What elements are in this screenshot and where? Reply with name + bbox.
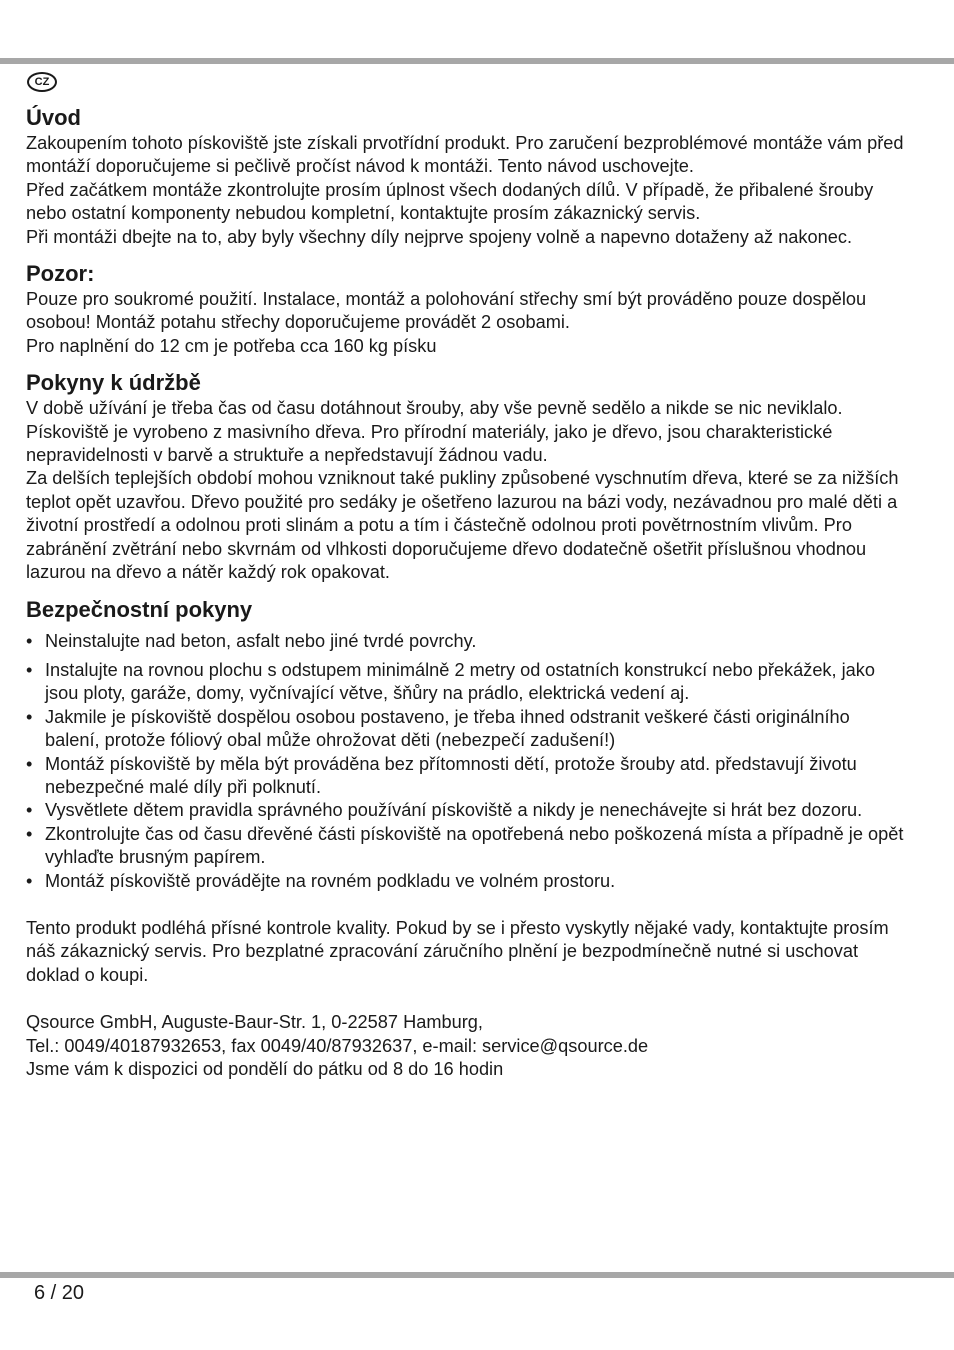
safety-item: • Montáž pískoviště by měla být prováděna bez přítomnosti dětí, protože šrouby atd. představují životu nebezpečné malé díly při polknutí. xyxy=(26,753,906,800)
page-number: 6 / 20 xyxy=(34,1282,85,1304)
section-title-maintenance: Pokyny k údržbě xyxy=(26,370,201,396)
quality-paragraph: Tento produkt podléhá přísné kontrole kvality. Pokud by se i přesto vyskytly nějaké vady, kontaktujte prosím náš zákaznický servis. Pro bezplatné zpracování záručního plnění je bezpodmínečně nutné si uschovat doklad o koupi. xyxy=(26,917,889,985)
safety-item: • Vysvětlete dětem pravidla správného používání pískoviště a nikdy je nenechávejte si hrát bez dozoru. xyxy=(26,799,906,822)
maintenance-paragraph-1: V době užívání je třeba čas od času dotáhnout šrouby, aby vše pevně sedělo a nikde se nic neviklalo. Pískoviště je vyrobeno z masivního dřeva. Pro přírodní materiály, jako je dřevo, jsou charakteristické nepravidelnosti v barvě a struktuře a nepředstavují žádnou vadu. xyxy=(26,398,843,466)
bottom-rule xyxy=(0,1272,954,1278)
intro-paragraph-2: Před začátkem montáže zkontrolujte prosím úplnost všech dodaných dílů. V případě, že přibalené šrouby nebo ostatní komponenty nebudou kompletní, kontaktujte prosím zákaznický servis. xyxy=(26,179,874,224)
section-title-safety: Bezpečnostní pokyny xyxy=(26,596,253,622)
safety-item: • Instalujte na rovnou plochu s odstupem minimálně 2 metry od ostatních konstrukcí nebo překážek, jako jsou ploty, garáže, domy, vyčnívající větve, šňůry na prádlo, elektrická vedení aj. xyxy=(26,659,906,706)
document-body xyxy=(26,104,906,1081)
caution-paragraph-2: Pro naplnění do 12 cm je potřeba cca 160 kg písku xyxy=(26,335,437,356)
contact-phone-email: Tel.: 0049/40187932653, fax 0049/40/87932637, e-mail: service@qsource.de xyxy=(26,1035,649,1056)
intro-paragraph-1: Zakoupením tohoto pískoviště jste získali prvotřídní produkt. Pro zaručení bezproblémové montáže vám před montáží doporučujeme si pečlivě pročíst návod k montáži. Tento návod uschovejte. xyxy=(26,133,904,177)
section-title-intro: Úvod xyxy=(26,105,81,130)
safety-item: • Montáž pískoviště provádějte na rovném podkladu ve volném prostoru. xyxy=(26,870,906,893)
top-rule xyxy=(0,58,954,64)
language-badge: CZ xyxy=(27,72,57,92)
section-title-caution: Pozor: xyxy=(26,261,95,287)
contact-hours: Jsme vám k dispozici od pondělí do pátku od 8 do 16 hodin xyxy=(26,1059,504,1079)
maintenance-paragraph-2: Za delších teplejších období mohou vzniknout také pukliny způsobené vyschnutím dřeva, které se za nižších teplot opět uzavřou. Dřevo použité pro sedáky je ošetřeno lazurou na bázi vody, nezávadnou pro malé děti a životní prostředí a odolnou proti slinám a potu a tím i částečně odolnou proti povětrnostním vlivům. Pro zabránění zvětrání nebo skvrnám od vlhkosti doporučujeme dřevo dodatečně ošetřit příslušnou vhodnou lazurou na dřevo a nátěr každý rok opakovat. xyxy=(26,468,899,583)
safety-item: • Zkontrolujte čas od času dřevěné části pískoviště na opotřebená nebo poškozená místa a případně je opět vyhlaďte brusným papírem. xyxy=(26,823,906,870)
safety-list xyxy=(26,630,906,893)
contact-address: Qsource GmbH, Auguste-Baur-Str. 1, 0-22587 Hamburg, xyxy=(26,1012,483,1033)
caution-paragraph-1: Pouze pro soukromé použití. Instalace, montáž a polohování střechy smí být prováděno pouze dospělou osobou! Montáž potahu střechy doporučujeme provádět 2 osobami. xyxy=(26,289,867,333)
intro-paragraph-3: Při montáži dbejte na to, aby byly všechny díly nejprve spojeny volně a napevno dotaženy až nakonec. xyxy=(26,226,853,247)
safety-item: • Neinstalujte nad beton, asfalt nebo jiné tvrdé povrchy. xyxy=(26,630,906,653)
safety-item: • Jakmile je pískoviště dospělou osobou postaveno, je třeba ihned odstranit veškeré části originálního balení, protože fóliový obal může ohrožovat děti (nebezpečí zadušení!) xyxy=(26,706,906,753)
